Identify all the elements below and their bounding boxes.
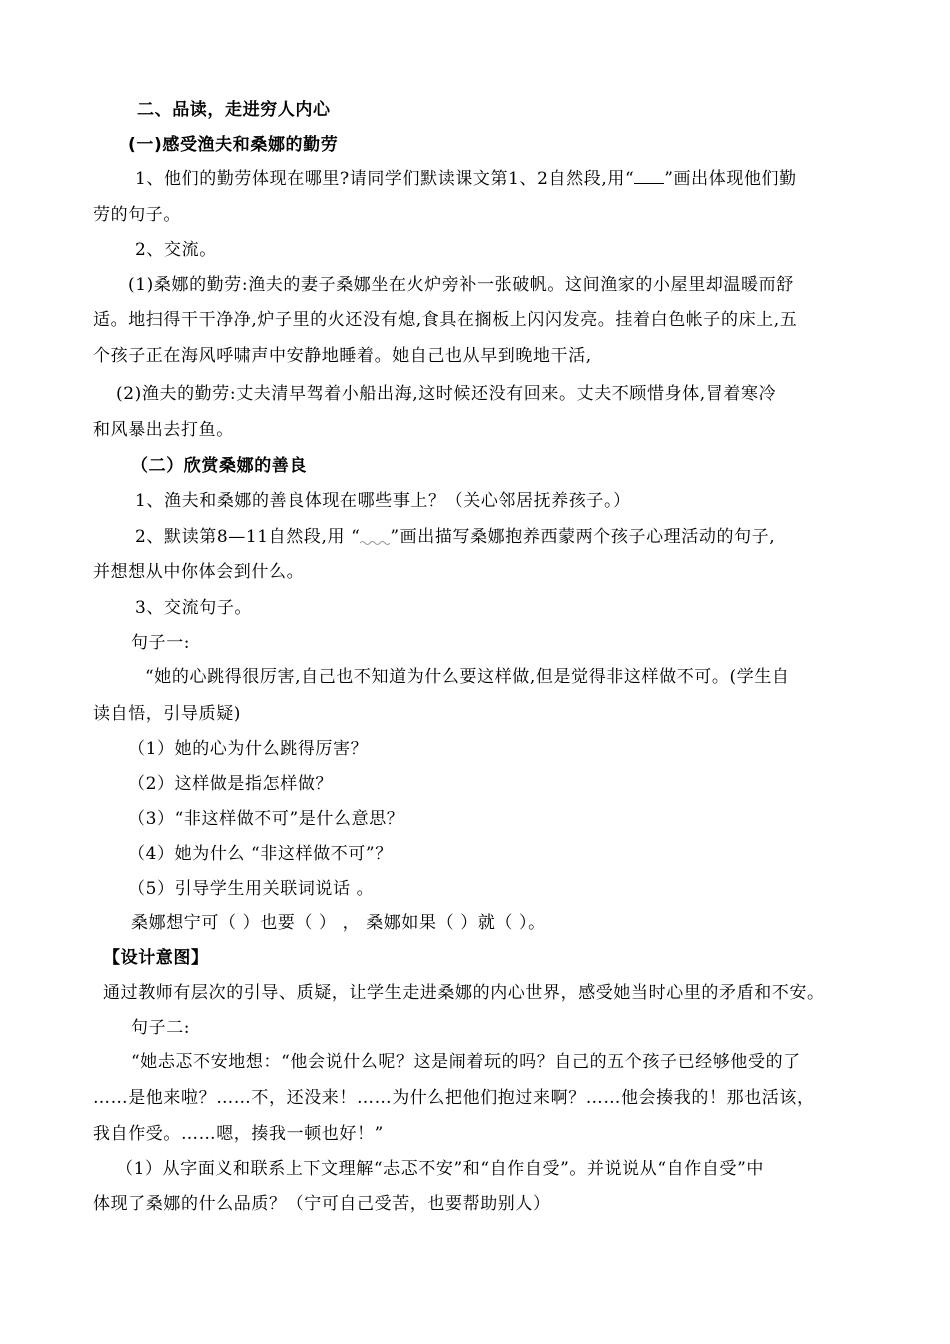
paragraph-line: 通过教师有层次的引导、质疑，让学生走进桑娜的内心世界，感受她当时心里的矛盾和不安。 — [103, 983, 825, 1003]
design-intent-heading: 【设计意图】 — [103, 948, 209, 968]
paragraph-line: 1、渔夫和桑娜的善良体现在哪些事上？（关心邻居抚养孩子。） — [135, 491, 631, 511]
paragraph-line: 句子一: — [131, 633, 191, 653]
paragraph-line: 个孩子正在海风呼啸声中安静地睡着。她自己也从早到晚地干活, — [93, 346, 592, 366]
paragraph-line: 2、交流。 — [135, 240, 217, 260]
quote-line: “她的心跳得很厉害,自己也不知道为什么要这样做,但是觉得非这样做不可。(学生自 — [145, 667, 790, 687]
question-item: 体现了桑娜的什么品质？（宁可自己受苦，也要帮助别人） — [93, 1194, 551, 1214]
paragraph-line: (1)桑娜的勤劳:渔夫的妻子桑娜坐在火炉旁补一张破帆。这间渔家的小屋里却温暖而舒 — [128, 275, 794, 295]
paragraph-line: 3、交流句子。 — [135, 598, 253, 618]
subsection-heading-1: (一)感受渔夫和桑娜的勤劳 — [128, 135, 339, 155]
paragraph-line: 2、默读第8—11自然段,用 “ ”画出描写桑娜抱养西蒙两个孩子心理活动的句子, — [135, 527, 776, 547]
paragraph-line: (2)渔夫的勤劳:丈夫清早驾着小船出海,这时候还没有回来。丈夫不顾惜身体,冒着寒冷 — [116, 384, 777, 404]
question-item: （2）这样做是指怎样做？ — [128, 774, 334, 794]
fill-in-blank-line: 桑娜想宁可（ ）也要（ ） ， 桑娜如果（ ）就（ ）。 — [131, 913, 546, 933]
quote-line: “她忐忑不安地想：“他会说什么呢？这是闹着玩的吗？自己的五个孩子已经够他受的了 — [131, 1052, 801, 1072]
quote-line: ……是他来啦？……不，还没来！……为什么把他们抱过来啊？……他会揍我的！那也活该， — [93, 1088, 815, 1108]
paragraph-line: 句子二: — [131, 1018, 191, 1038]
paragraph-line: 并想想从中你体会到什么。 — [93, 562, 305, 582]
quote-line: 读自悟，引导质疑) — [93, 704, 242, 724]
question-item: （1）从字面义和联系上下文理解“忐忑不安”和“自作自受”。并说说从“自作自受”中 — [116, 1159, 764, 1179]
quote-line: 我自作受。……嗯，揍我一顿也好！” — [93, 1124, 384, 1144]
subsection-heading-2: （二）欣赏桑娜的善良 — [131, 456, 307, 476]
paragraph-line: 适。地扫得干干净净,炉子里的火还没有熄,食具在搁板上闪闪发亮。挂着白色帐子的床上,五 — [93, 310, 798, 330]
section-heading: 二、品读，走进穷人内心 — [137, 100, 331, 120]
question-item: （5）引导学生用关联词说话 。 — [128, 879, 375, 899]
paragraph-line: 1、他们的勤劳体现在哪里?请同学们默读课文第1、2自然段,用“ ”画出体现他们勤 — [135, 169, 797, 189]
solid-underline-mark — [634, 169, 664, 184]
question-item: （3）“非这样做不可”是什么意思？ — [128, 809, 405, 829]
question-item: （1）她的心为什么跳得厉害？ — [128, 739, 369, 759]
question-item: （4）她为什么 “非这样做不可”？ — [128, 844, 393, 864]
wavy-underline-mark — [360, 528, 390, 542]
paragraph-line: 和风暴出去打鱼。 — [93, 420, 234, 440]
paragraph-line: 劳的句子。 — [93, 205, 181, 225]
